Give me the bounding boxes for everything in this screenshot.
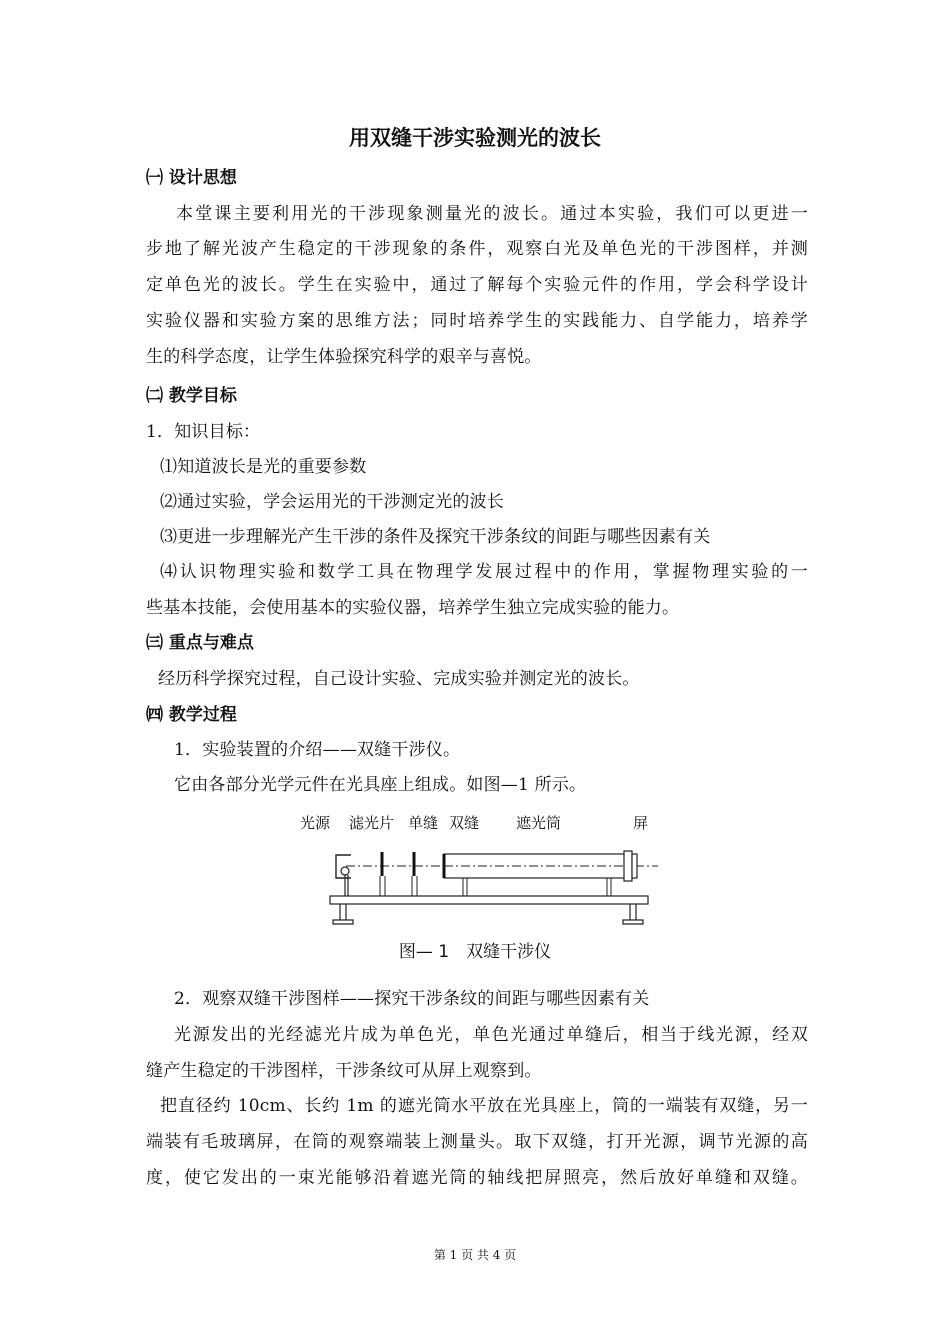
paragraph-line: 步地了解光波产生稳定的干涉现象的条件，观察白光及单色光的干涉图样，并测 (146, 239, 808, 259)
optical-bench (330, 896, 648, 904)
apparatus-drawing (318, 808, 663, 938)
document-title: 用双缝干涉实验测光的波长 (349, 126, 601, 150)
goal-item-continued: 些基本技能，会使用基本的实验仪器，培养学生独立完成实验的能力。 (146, 598, 680, 618)
section-heading-key-points: ㈢ 重点与难点 (146, 633, 254, 653)
paragraph-line: 光源发出的光经滤光片成为单色光，单色光通过单缝后，相当于线光源，经双 (174, 1025, 808, 1045)
knowledge-goal-label: 1．知识目标： (146, 422, 261, 442)
label-double-slit: 双缝 (449, 814, 480, 832)
goal-item: ⑶更进一步理解光产生干涉的条件及探究干涉条纹的间距与哪些因素有关 (160, 527, 711, 547)
page-footer: 第 1 页 共 4 页 (433, 1248, 517, 1262)
section-heading-design: ㈠ 设计思想 (146, 168, 237, 188)
goal-item: ⑴知道波长是光的重要参数 (160, 457, 367, 477)
section-heading-goals: ㈡ 教学目标 (146, 386, 237, 406)
label-single-slit: 单缝 (408, 814, 439, 832)
step-2-title: 2．观察双缝干涉图样——探究干涉条纹的间距与哪些因素有关 (174, 989, 650, 1009)
paragraph-line: 本堂课主要利用光的干涉现象测量光的波长。通过本实验，我们可以更进一 (176, 204, 808, 224)
screen-element (624, 851, 632, 881)
light-bulb-icon (341, 867, 349, 875)
bench-leg-right (623, 904, 643, 924)
double-slit-apparatus-figure (300, 808, 663, 938)
goal-item: ⑷认识物理实验和数学工具在物理学发展过程中的作用，掌握物理实验的一 (160, 562, 808, 582)
paragraph-line: 度，使它发出的一束光能够沿着遮光筒的轴线把屏照亮，然后放好单缝和双缝。 (146, 1168, 808, 1188)
paragraph-line: 缝产生稳定的干涉图样，干涉条纹可从屏上观察到。 (146, 1061, 542, 1081)
paragraph-line: 生的科学态度，让学生体验探究科学的艰辛与喜悦。 (146, 347, 542, 367)
label-filter: 滤光片 (349, 814, 395, 832)
label-tube: 遮光筒 (516, 814, 562, 832)
key-points-text: 经历科学探究过程，自己设计实验、完成实验并测定光的波长。 (158, 669, 640, 689)
step-1-title: 1．实验装置的介绍——双缝干涉仪。 (174, 740, 461, 760)
section-heading-process: ㈣ 教学过程 (146, 705, 237, 725)
label-screen: 屏 (633, 814, 649, 832)
paragraph-line: 端装有毛玻璃屏，在筒的观察端装上测量头。取下双缝，打开光源，调节光源的高 (146, 1132, 808, 1152)
goal-item: ⑵通过实验，学会运用光的干涉测定光的波长 (160, 492, 504, 512)
paragraph-line: 实验仪器和实验方案的思维方法；同时培养学生的实践能力、自学能力，培养学 (146, 311, 808, 331)
label-light-source: 光源 (300, 814, 331, 832)
paragraph-line: 定单色光的波长。学生在实验中，通过了解每个实验元件的作用，学会科学设计 (146, 275, 808, 295)
step-1-description: 它由各部分光学元件在光具座上组成。如图—1 所示。 (174, 775, 587, 795)
bench-leg-left (333, 904, 353, 924)
paragraph-line: 把直径约 10cm、长约 1m 的遮光筒水平放在光具座上，筒的一端装有双缝，另一 (160, 1096, 808, 1116)
figure-caption: 图— 1 双缝干涉仪 (398, 942, 552, 962)
